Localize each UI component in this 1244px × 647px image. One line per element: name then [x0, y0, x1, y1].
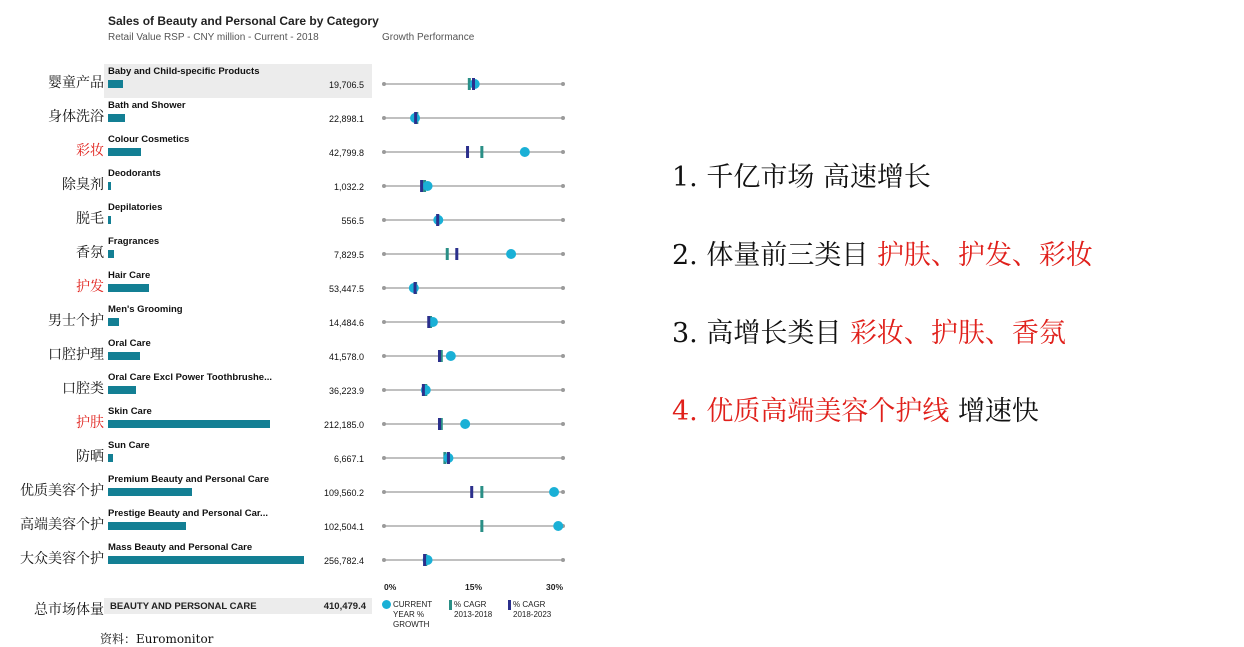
track-end-dot: [561, 150, 565, 154]
legend-cagr1-line2: 2013-2018: [454, 610, 493, 620]
track-start-dot: [382, 388, 386, 392]
legend-cagr2-line1: % CAGR: [513, 600, 546, 610]
cagr-2018-2023-marker: [427, 316, 430, 328]
takeaway-note: [672, 238, 1093, 316]
note-text: 体量前三类目: [706, 240, 877, 271]
category-label-en: Sun Care: [108, 440, 150, 451]
cagr-2018-2023-marker: [455, 248, 458, 260]
cagr-2013-2018-marker: [480, 146, 483, 158]
takeaway-note: [672, 316, 1093, 394]
category-label-en: Oral Care Excl Power Toothbrushe...: [108, 372, 273, 383]
cagr-2018-2023-marker: [420, 180, 423, 192]
note-number: 3.: [672, 318, 707, 349]
track-end-dot: [561, 252, 565, 256]
value-label: 256,782.4: [323, 556, 364, 566]
value-label: 22,898.1: [328, 114, 364, 124]
category-label-zh: 除臭剂: [62, 177, 104, 193]
source-footer: 资料：Euromonitor: [100, 632, 214, 646]
current-growth-dot: [446, 351, 456, 361]
takeaway-notes: [672, 160, 1093, 472]
note-number: 1.: [672, 162, 707, 193]
current-growth-dot: [553, 521, 563, 531]
value-label: 212,185.0: [323, 420, 364, 430]
track-end-dot: [561, 286, 565, 290]
track-end-dot: [561, 184, 565, 188]
track-start-dot: [382, 456, 386, 460]
current-growth-dot: [423, 181, 433, 191]
value-label: 36,223.9: [328, 386, 364, 396]
takeaway-note: [672, 394, 1093, 472]
value-label: 102,504.1: [323, 522, 364, 532]
category-label-zh: 口腔护理: [48, 347, 104, 363]
legend-cagr2-line2: 2018-2023: [513, 610, 552, 620]
category-label-zh: 护发: [76, 279, 104, 295]
note-number: 4.: [672, 396, 707, 427]
track-start-dot: [382, 286, 386, 290]
note-text: 千亿市场 高速增长: [706, 162, 931, 193]
track-start-dot: [382, 558, 386, 562]
value-label: 53,447.5: [328, 284, 364, 294]
cagr-2018-2023-marker: [466, 146, 469, 158]
cagr-2018-2023-marker: [414, 282, 417, 294]
current-marker-icon: [382, 600, 391, 609]
value-label: 42,799.8: [328, 148, 364, 158]
cagr-2013-2018-marker: [480, 520, 483, 532]
growth-axis-tick: 0%: [384, 582, 397, 592]
legend-current-line1: CURRENT: [393, 600, 433, 609]
note-text: 优质高端美容个护线: [706, 396, 950, 427]
track-start-dot: [382, 524, 386, 528]
category-label-zh: 身体洗浴: [48, 109, 104, 125]
note-number: 2.: [672, 240, 707, 271]
category-label-zh: 香氛: [76, 245, 104, 261]
track-start-dot: [382, 218, 386, 222]
category-label-en: Prestige Beauty and Personal Car...: [108, 508, 268, 519]
category-label-en: Oral Care: [108, 338, 151, 349]
value-label: 14,484.6: [328, 318, 364, 328]
cagr-2018-2023-marker: [438, 350, 441, 362]
value-label: 109,560.2: [323, 488, 364, 498]
total-label-zh: 总市场体量: [34, 602, 104, 618]
category-label-zh: 高端美容个护: [20, 517, 104, 533]
track-start-dot: [382, 184, 386, 188]
total-label-en: BEAUTY AND PERSONAL CARE: [110, 601, 257, 612]
growth-axis-tick: 15%: [464, 582, 483, 592]
category-label-en: Skin Care: [108, 406, 152, 417]
note-text: 高增长类目: [706, 318, 850, 349]
category-label-zh: 防晒: [76, 449, 104, 465]
track-end-dot: [561, 558, 565, 562]
current-growth-dot: [549, 487, 559, 497]
track-end-dot: [561, 354, 565, 358]
track-start-dot: [382, 82, 386, 86]
track-start-dot: [382, 252, 386, 256]
value-label: 7,829.5: [333, 250, 364, 260]
chart-subtitle: Retail Value RSP - CNY million - Current - 2018: [108, 32, 319, 43]
note-text: 彩妆、护肤、香氛: [849, 318, 1066, 349]
current-growth-dot: [520, 147, 530, 157]
category-label-zh: 婴童产品: [48, 75, 104, 91]
category-label-en: Deodorants: [108, 168, 161, 179]
track-end-dot: [561, 218, 565, 222]
cagr-2013-2018-marker: [446, 248, 449, 260]
category-label-en: Baby and Child-specific Products: [108, 66, 260, 77]
value-label: 556.5: [341, 216, 364, 226]
track-end-dot: [561, 82, 565, 86]
growth-axis-tick: 30%: [545, 582, 563, 592]
track-end-dot: [561, 116, 565, 120]
legend-cagr1-line1: % CAGR: [454, 600, 487, 610]
track-start-dot: [382, 320, 386, 324]
track-start-dot: [382, 422, 386, 426]
chart-title: Sales of Beauty and Personal Care by Category: [108, 14, 379, 28]
value-label: 1,032.2: [333, 182, 364, 192]
category-label-zh: 男士个护: [48, 313, 104, 329]
category-label-zh: 护肤: [76, 415, 104, 431]
cagr-2018-2023-marker: [438, 418, 441, 430]
value-label: 41,578.0: [328, 352, 364, 362]
value-label: 19,706.5: [328, 80, 364, 90]
cagr-2018-2023-marker: [414, 112, 417, 124]
track-end-dot: [561, 320, 565, 324]
takeaway-note: [672, 160, 1093, 238]
legend-current: [382, 600, 432, 630]
cagr-2018-2023-marker: [436, 214, 439, 226]
track-start-dot: [382, 150, 386, 154]
category-label-en: Bath and Shower: [108, 100, 186, 111]
track-end-dot: [561, 388, 565, 392]
cagr-2018-2023-marker: [447, 452, 450, 464]
cagr-2013-2018-marker: [480, 486, 483, 498]
category-label-zh: 优质美容个护: [20, 483, 104, 499]
track-end-dot: [561, 422, 565, 426]
cagr-2018-2023-marker: [470, 486, 473, 498]
growth-performance-header: Growth Performance: [382, 32, 475, 43]
current-growth-dot: [506, 249, 516, 259]
category-label-en: Colour Cosmetics: [108, 134, 190, 145]
legend-current-line2: YEAR %: [393, 610, 425, 619]
category-label-en: Hair Care: [108, 270, 151, 281]
track-end-dot: [561, 490, 565, 494]
category-label-en: Premium Beauty and Personal Care: [108, 474, 270, 485]
category-label-en: Depilatories: [108, 202, 163, 213]
legend-current-line3: GROWTH: [393, 620, 430, 629]
current-growth-dot: [460, 419, 470, 429]
category-label-en: Fragrances: [108, 236, 160, 247]
track-start-dot: [382, 490, 386, 494]
total-value: 410,479.4: [323, 601, 366, 612]
note-text: 护肤、护发、彩妆: [876, 240, 1093, 271]
legend-cagr-2018-2023: [508, 600, 551, 620]
category-label-en: Mass Beauty and Personal Care: [108, 542, 253, 553]
category-label-zh: 大众美容个护: [20, 551, 104, 567]
value-label: 6,667.1: [333, 454, 364, 464]
category-label-zh: 口腔类: [62, 381, 104, 397]
note-text: 增速快: [949, 396, 1039, 427]
category-label-en: Men's Grooming: [108, 304, 183, 315]
track-start-dot: [382, 354, 386, 358]
track-end-dot: [561, 456, 565, 460]
cagr2-marker-icon: [508, 600, 511, 610]
legend-cagr-2013-2018: [449, 600, 492, 620]
cagr-2018-2023-marker: [472, 78, 475, 90]
category-label-zh: 脱毛: [76, 211, 104, 227]
cagr-2018-2023-marker: [422, 384, 425, 396]
cagr1-marker-icon: [449, 600, 452, 610]
track-start-dot: [382, 116, 386, 120]
category-label-zh: 彩妆: [76, 143, 104, 159]
cagr-2018-2023-marker: [423, 554, 426, 566]
